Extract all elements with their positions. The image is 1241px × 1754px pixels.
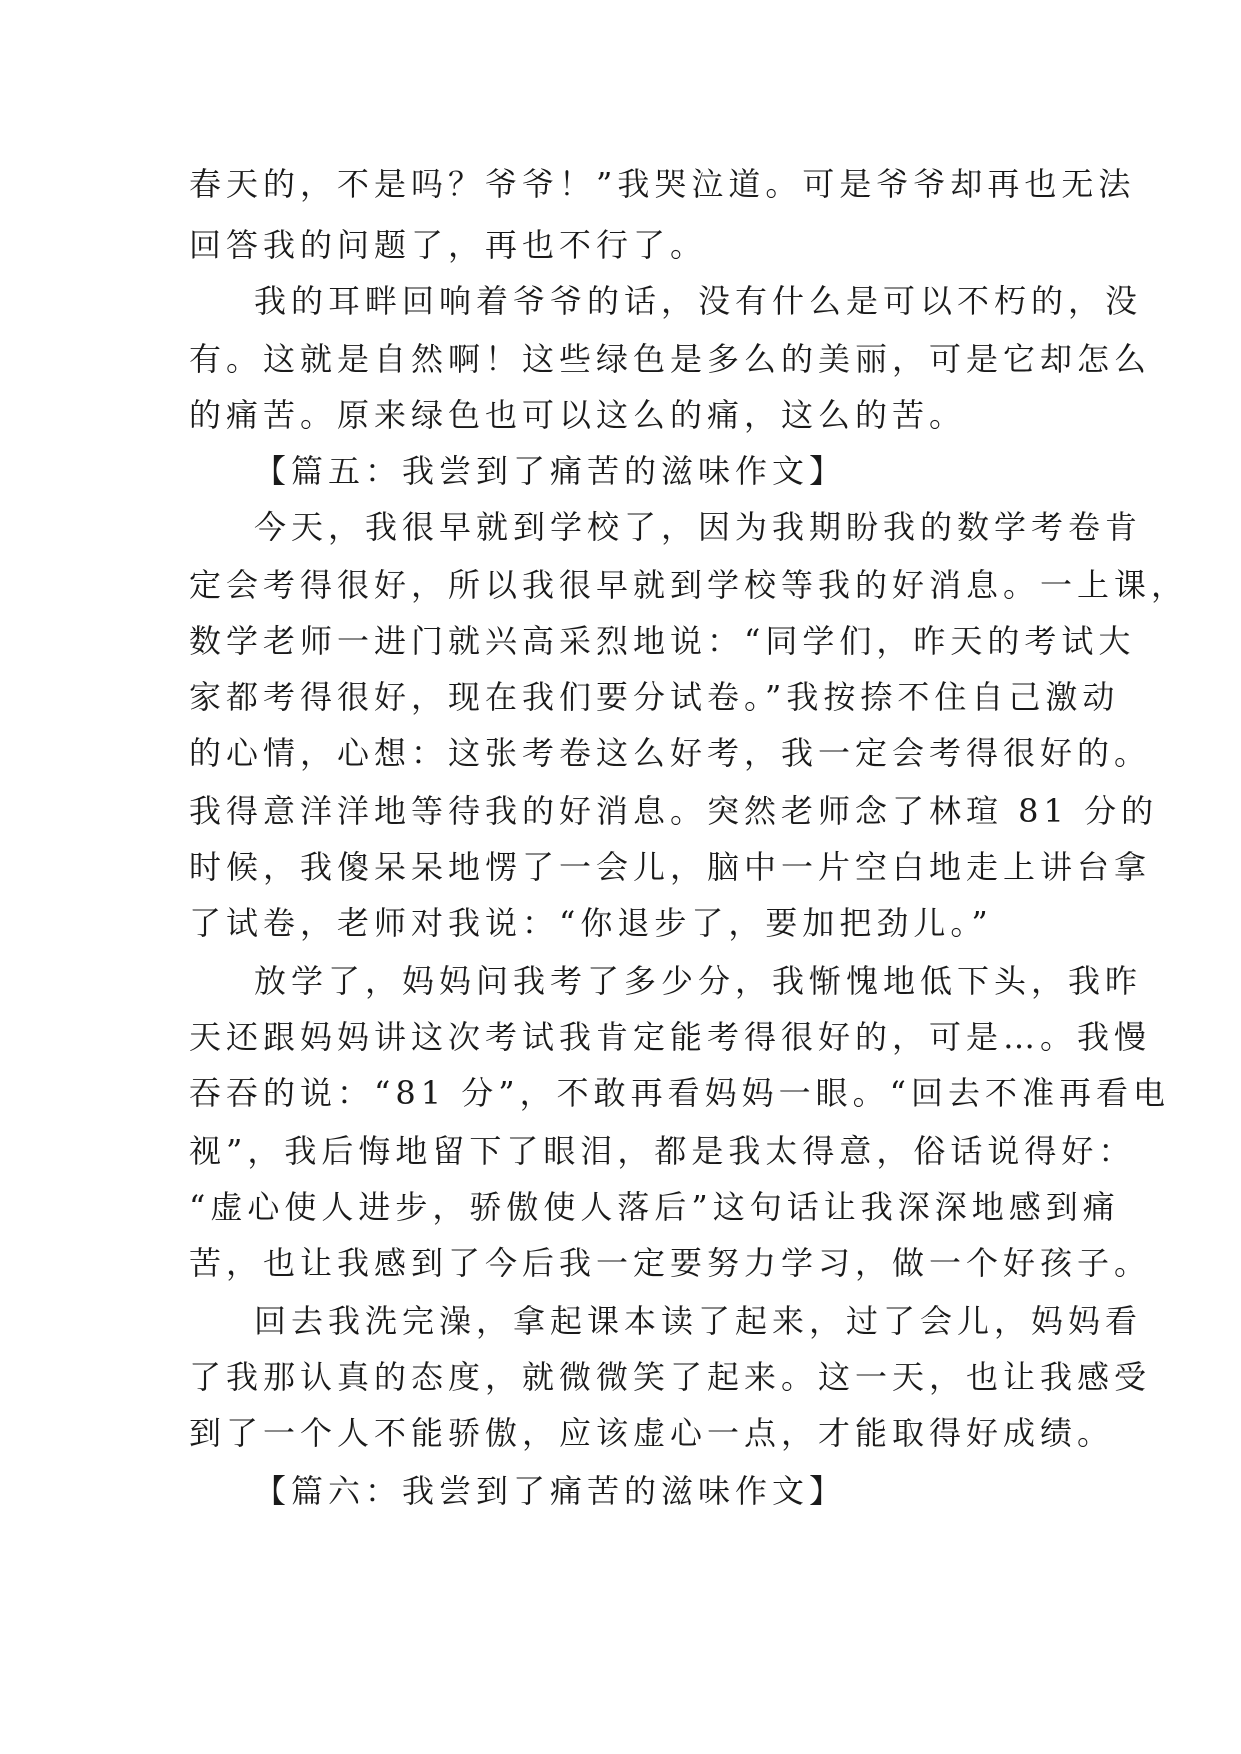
text-line: 我得意洋洋地等待我的好消息。突然老师念了林瑄 81 分的	[189, 792, 1159, 830]
text-line: 吞吞的说：“81 分”，不敢再看妈妈一眼。“回去不准再看电	[189, 1074, 1170, 1112]
text-line: 的心情，心想：这张考卷这么好考，我一定会考得很好的。	[189, 734, 1152, 772]
text-line: 的痛苦。原来绿色也可以这么的痛，这么的苦。	[189, 396, 967, 434]
text-line: 数学老师一进门就兴高采烈地说：“同学们，昨天的考试大	[189, 622, 1136, 660]
paragraph-start: 回去我洗完澡，拿起课本读了起来，过了会儿，妈妈看	[254, 1302, 1143, 1340]
text-line: “虚心使人进步，骄傲使人落后”这句话让我深深地感到痛	[189, 1188, 1120, 1226]
text-line: 回答我的问题了，再也不行了。	[189, 226, 708, 264]
text-line: 到了一个人不能骄傲，应该虚心一点，才能取得好成绩。	[189, 1414, 1115, 1452]
text-line: 有。这就是自然啊！这些绿色是多么的美丽，可是它却怎么	[189, 340, 1152, 378]
text-line: 苦，也让我感到了今后我一定要努力学习，做一个好孩子。	[189, 1244, 1152, 1282]
section-heading: 【篇六：我尝到了痛苦的滋味作文】	[254, 1472, 847, 1510]
text-line: 春天的，不是吗？爷爷！”我哭泣道。可是爷爷却再也无法	[189, 165, 1136, 203]
text-line: 天还跟妈妈讲这次考试我肯定能考得很好的，可是…。我慢	[189, 1018, 1152, 1056]
text-line: 视”，我后悔地留下了眼泪，都是我太得意，俗话说得好：	[189, 1132, 1136, 1170]
text-line: 定会考得很好，所以我很早就到学校等我的好消息。一上课，	[189, 566, 1189, 604]
text-line: 了我那认真的态度，就微微笑了起来。这一天，也让我感受	[189, 1358, 1152, 1396]
paragraph-start: 放学了，妈妈问我考了多少分，我惭愧地低下头，我昨	[254, 962, 1143, 1000]
text-line: 时候，我傻呆呆地愣了一会儿，脑中一片空白地走上讲台拿	[189, 848, 1152, 886]
text-line: 家都考得很好，现在我们要分试卷。”我按捺不住自己激动	[189, 678, 1120, 716]
text-line: 了试卷，老师对我说：“你退步了，要加把劲儿。”	[189, 904, 993, 942]
section-heading: 【篇五：我尝到了痛苦的滋味作文】	[254, 452, 847, 490]
paragraph-start: 我的耳畔回响着爷爷的话，没有什么是可以不朽的，没	[254, 282, 1143, 320]
paragraph-start: 今天，我很早就到学校了，因为我期盼我的数学考卷肯	[254, 508, 1143, 546]
